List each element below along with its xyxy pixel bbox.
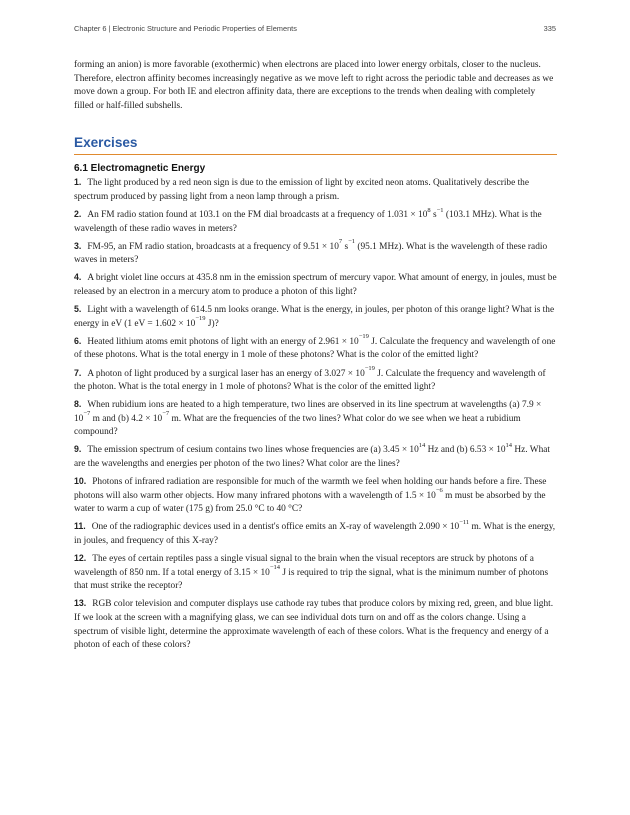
problem-text: The emission spectrum of cesium contains two lines whose frequencies are (a) 3.45 × 10: [87, 445, 419, 456]
problem-list: [74, 176, 557, 652]
exercise-problem: [74, 520, 557, 548]
problem-text: Heated lithium atoms emit photons of light with an energy of 2.961 × 10: [87, 336, 359, 347]
problem-text: An FM radio station found at 103.1 on the FM dial broadcasts at a frequency of 1.031 × 10: [87, 210, 428, 221]
problem-text: m and (b) 4.2 × 10: [90, 413, 163, 424]
problem-number: 1.: [74, 177, 82, 188]
problem-text: FM-95, an FM radio station, broadcasts at a frequency of 9.51 × 10: [87, 241, 339, 252]
problem-text: J. Calculate the frequency and wavelength of the photon. What is the total energy in 1 mole of photons? What is the color of the emitted light?: [74, 368, 546, 393]
problem-text: J. Calculate the frequency and wavelength of one of these photons. What is the total energy in 1 mole of these photons? What is the color of the emitted light?: [74, 336, 556, 361]
superscript: 14: [505, 442, 513, 450]
exercise-problem: [74, 475, 557, 517]
superscript: −19: [195, 315, 206, 323]
superscript: −19: [358, 333, 369, 341]
superscript: −6: [435, 487, 443, 495]
exercise-problem: [74, 552, 557, 594]
exercise-problem: [74, 240, 557, 268]
page-number: 335: [543, 24, 556, 33]
exercise-problem: [74, 176, 557, 204]
superscript: −11: [459, 519, 470, 527]
superscript: 8: [427, 206, 431, 214]
superscript: −1: [348, 238, 356, 246]
problem-text: A photon of light produced by a surgical laser has an energy of 3.027 × 10: [87, 368, 365, 379]
problem-number: 4.: [74, 272, 82, 283]
superscript: 14: [418, 442, 426, 450]
superscript: −14: [269, 564, 280, 572]
problem-number: 7.: [74, 367, 82, 378]
problem-text: m must be absorbed by the water to warm a cup of water (175 g) from 25.0 °C to 40 °C?: [74, 490, 546, 515]
exercise-problem: [74, 335, 557, 363]
problem-text: RGB color television and computer displays use cathode ray tubes that produce colors by mixing red, green, and blue light. If we look at the screen with a magnifying glass, we can see individual dots turn on and off as the colors change. Using a spectrum of visible light, determine the approximate wavelength of each of these colors. What is the frequency and energy of a photon of each of these colors?: [74, 599, 554, 651]
problem-text: One of the radiographic devices used in a dentist's office emits an X-ray of wavelength 2.090 × 10: [91, 522, 460, 533]
problem-number: 9.: [74, 444, 82, 455]
problem-text: Hz and (b) 6.53 × 10: [425, 445, 506, 456]
problem-text: m. What is the energy, in joules, and frequency of this X-ray?: [74, 522, 556, 547]
problem-number: 3.: [74, 240, 82, 251]
problem-text: The eyes of certain reptiles pass a single visual signal to the brain when the visual receptors are struck by photons of a wavelength of 850 nm. If a total energy of 3.15 × 10: [74, 554, 534, 578]
problem-number: 13.: [74, 598, 87, 609]
problem-text: J)?: [205, 318, 219, 329]
problem-number: 12.: [74, 553, 87, 564]
problem-text: J is required to trip the signal, what is the minimum number of photons that must strike the receptor?: [74, 567, 549, 592]
problem-text: The light produced by a red neon sign is due to the emission of light by excited neon atoms. Qualitatively describe the spectrum produced by passing light from a neon lamp through a prism.: [74, 178, 529, 202]
section-heading: 6.1 Electromagnetic Energy: [74, 163, 206, 175]
problem-number: 5.: [74, 304, 82, 315]
superscript: 7: [338, 238, 343, 246]
exercise-problem: [74, 398, 557, 440]
exercises-heading: Exercises: [74, 134, 557, 155]
superscript: −7: [162, 410, 170, 418]
problem-text: (95.1 MHz). What is the wavelength of these radio waves in meters?: [74, 241, 548, 266]
problem-number: 6.: [74, 335, 82, 346]
problem-text: s: [342, 241, 349, 252]
problem-text: Hz. What are the wavelengths and energies per photon of the two lines? What color are the lines?: [74, 445, 551, 470]
exercise-problem: [74, 367, 557, 395]
superscript: −7: [83, 410, 91, 418]
chapter-title: Chapter 6 | Electronic Structure and Periodic Properties of Elements: [74, 24, 297, 33]
problem-number: 11.: [74, 521, 86, 532]
running-header: [74, 24, 556, 33]
exercise-problem: [74, 443, 557, 471]
problem-number: 10.: [74, 476, 87, 487]
page-content: [74, 59, 557, 656]
problem-number: 8.: [74, 399, 82, 410]
problem-text: When rubidium ions are heated to a high temperature, two lines are observed in its line spectrum at wavelengths (a) 7.9 × 10: [74, 400, 542, 424]
problem-text: s: [430, 210, 437, 221]
problem-text: A bright violet line occurs at 435.8 nm in the emission spectrum of mercury vapor. What amount of energy, in joules, must be released by an electron in a mercury atom to produce a photon of this light?: [74, 273, 557, 298]
exercise-problem: [74, 303, 557, 331]
problem-number: 2.: [74, 209, 82, 220]
exercise-problem: [74, 597, 557, 652]
problem-text: Light with a wavelength of 614.5 nm looks orange. What is the energy, in joules, per photon of this orange light? What is the energy in eV (1 eV = 1.602 × 10: [74, 305, 555, 329]
exercise-problem: [74, 208, 557, 236]
superscript: −1: [436, 206, 444, 214]
exercise-problem: [74, 271, 557, 299]
superscript: −19: [364, 365, 375, 373]
problem-text: (103.1 MHz). What is the wavelength of these radio waves in meters?: [74, 210, 542, 234]
problem-text: Photons of infrared radiation are responsible for much of the warmth we feel when holding our hands before a fire. These photons will also warm other objects. How many infrared photons with a wavelength of 1.5 × 10: [74, 477, 547, 501]
problem-text: m. What are the frequencies of the two lines? What color do we see when we heat a rubidium compound?: [74, 413, 521, 438]
intro-paragraph: forming an anion) is more favorable (exothermic) when electrons are placed into lower energy orbitals, closer to the nucleus. Therefore, electron affinity becomes increasingly negative as we move left to right across the periodic table and decreases as we move down a group. For both IE and electron affinity data, there are exceptions to the trends when dealing with completely filled or half-filled subshells.: [74, 60, 554, 111]
